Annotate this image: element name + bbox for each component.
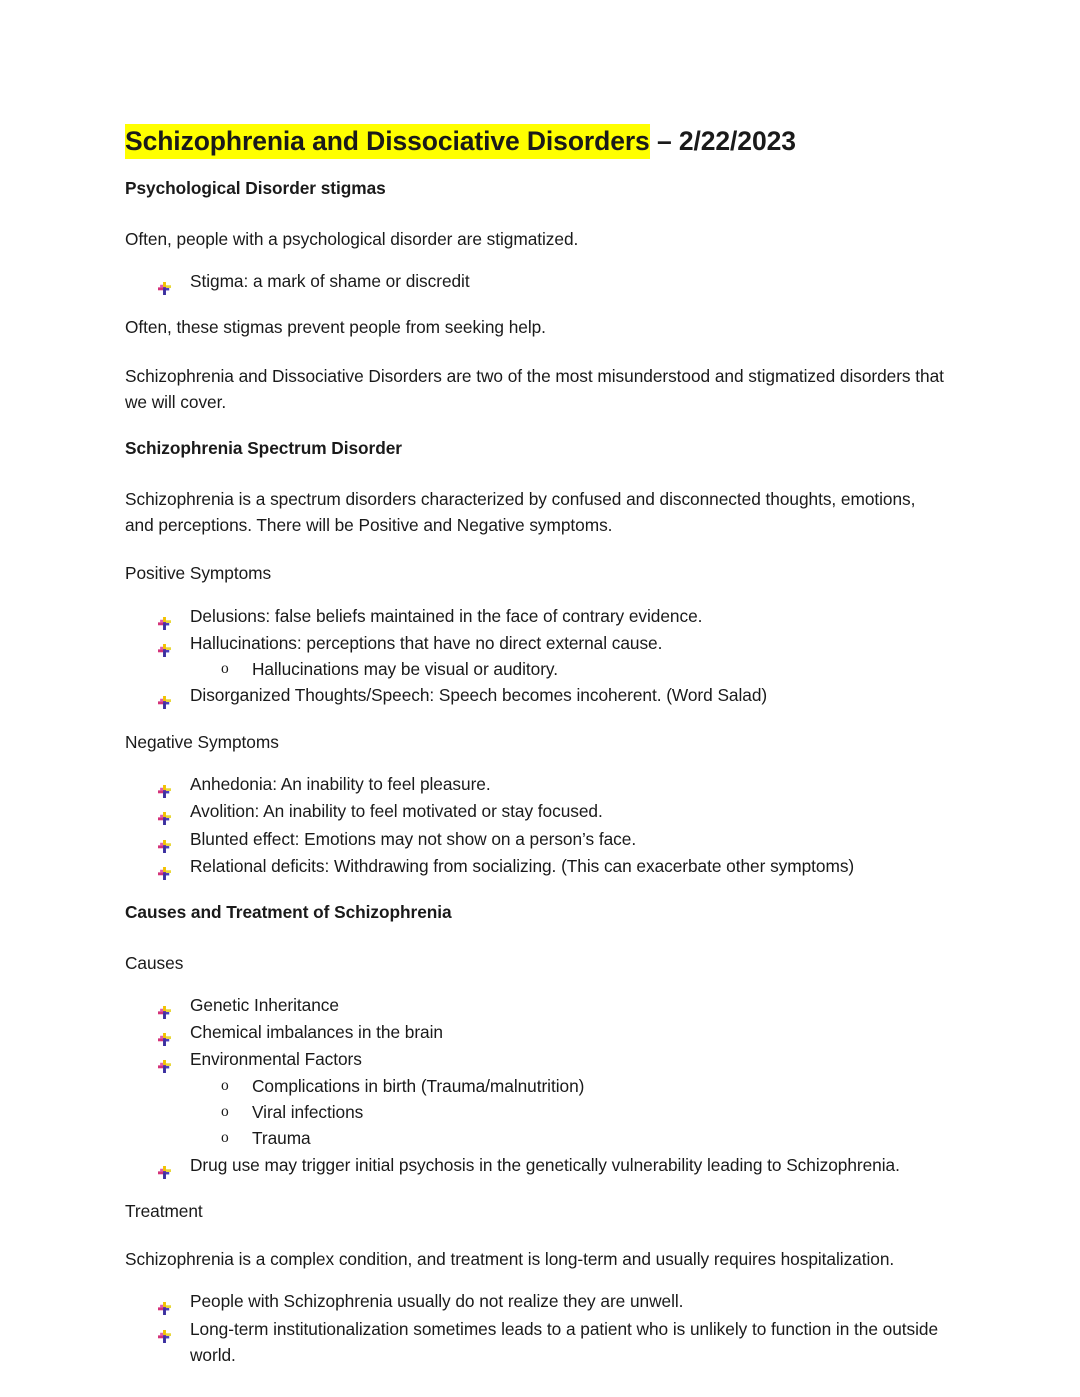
circle-o-bullet-icon: o: [221, 1102, 229, 1120]
list-item-text: Delusions: false beliefs maintained in the face of contrary evidence.: [190, 605, 703, 626]
paragraph-misunderstood-disorders: Schizophrenia and Dissociative Disorders are two of the most misunderstood and stigmatized disorders that we will cover.: [125, 365, 944, 412]
label-negative-symptoms: Negative Symptoms: [125, 731, 279, 752]
sublist-item-text: Hallucinations may be visual or auditory.: [252, 659, 558, 680]
paragraph-spectrum-definition: Schizophrenia is a spectrum disorders characterized by confused and disconnected thoughts, emotions, and perceptions. There will be Positive and Negative symptoms.: [125, 488, 916, 535]
list-item: [125, 992, 945, 1018]
arrow-cross-bullet-icon: [158, 1324, 171, 1337]
arrow-cross-bullet-icon: [158, 806, 171, 819]
list-item-text: Anhedonia: An inability to feel pleasure.: [190, 773, 491, 794]
page-title-highlighted-text: Schizophrenia and Dissociative Disorders: [125, 124, 650, 159]
heading-causes-and-treatment: Causes and Treatment of Schizophrenia: [125, 902, 452, 923]
sublist-item-text: Complications in birth (Trauma/malnutrition): [252, 1075, 585, 1096]
list-item-text: Blunted effect: Emotions may not show on a person’s face.: [190, 828, 637, 849]
paragraph-prevent-seeking-help: Often, these stigmas prevent people from seeking help.: [125, 317, 546, 338]
sublist-item: [125, 1073, 945, 1099]
arrow-cross-bullet-icon: [158, 1054, 171, 1067]
list-item: [125, 1019, 945, 1045]
sublist-item: [125, 1099, 945, 1125]
label-positive-symptoms: Positive Symptoms: [125, 563, 272, 584]
list-item: [125, 798, 945, 824]
list-item-text: Long-term institutionalization sometimes leads to a patient who is unlikely to function in the outside world.: [190, 1318, 939, 1365]
heading-psychological-disorder-stigmas: Psychological Disorder stigmas: [125, 178, 386, 199]
circle-o-bullet-icon: o: [221, 660, 229, 678]
list-item-text: Genetic Inheritance: [190, 994, 339, 1015]
arrow-cross-bullet-icon: [158, 611, 171, 624]
circle-o-bullet-icon: o: [221, 1129, 229, 1147]
list-item: [125, 771, 945, 797]
list-negative-symptoms: [125, 771, 945, 879]
label-treatment: Treatment: [125, 1200, 203, 1221]
list-item: [125, 826, 945, 852]
list-item: [125, 603, 945, 629]
page-title-date: – 2/22/2023: [649, 126, 796, 156]
arrow-cross-bullet-icon: [158, 690, 171, 703]
arrow-cross-bullet-icon: [158, 861, 171, 874]
list-item-text: Disorganized Thoughts/Speech: Speech becomes incoherent. (Word Salad): [190, 685, 768, 706]
list-causes-cont: [125, 1152, 945, 1178]
sublist-hallucinations: [125, 656, 945, 682]
list-item: [125, 630, 945, 656]
list-item-text: People with Schizophrenia usually do not realize they are unwell.: [190, 1291, 684, 1312]
page-title: [125, 125, 945, 157]
heading-schizophrenia-spectrum-disorder: Schizophrenia Spectrum Disorder: [125, 438, 402, 459]
list-positive-symptoms: [125, 603, 945, 657]
list-item: [125, 268, 945, 294]
list-item: [125, 1046, 945, 1072]
list-item: [125, 853, 945, 879]
list-item: [125, 1152, 945, 1178]
list-item: [125, 1316, 945, 1369]
label-causes: Causes: [125, 952, 184, 973]
arrow-cross-bullet-icon: [158, 1000, 171, 1013]
circle-o-bullet-icon: o: [221, 1076, 229, 1094]
list-causes: [125, 992, 945, 1073]
list-item: [125, 1288, 945, 1314]
list-treatment: [125, 1288, 945, 1368]
arrow-cross-bullet-icon: [158, 1160, 171, 1173]
sublist-item-text: Trauma: [252, 1128, 311, 1149]
arrow-cross-bullet-icon: [158, 1027, 171, 1040]
list-item-text: Chemical imbalances in the brain: [190, 1022, 443, 1043]
list-item-text: Avolition: An inability to feel motivated or stay focused.: [190, 801, 603, 822]
paragraph-stigmatized: Often, people with a psychological disorder are stigmatized.: [125, 228, 579, 249]
arrow-cross-bullet-icon: [158, 779, 171, 792]
paragraph-treatment-overview: Schizophrenia is a complex condition, and treatment is long-term and usually requires hospitalization.: [125, 1249, 895, 1270]
list-item-text: Stigma: a mark of shame or discredit: [190, 271, 470, 292]
list-positive-symptoms-cont: [125, 682, 945, 708]
arrow-cross-bullet-icon: [158, 1296, 171, 1309]
list-item: [125, 682, 945, 708]
arrow-cross-bullet-icon: [158, 276, 171, 289]
sublist-item-text: Viral infections: [252, 1101, 364, 1122]
list-item-text: Environmental Factors: [190, 1049, 362, 1070]
list-item-text: Relational deficits: Withdrawing from socializing. (This can exacerbate other symptoms): [190, 855, 855, 876]
sublist-item: [125, 1125, 945, 1151]
sublist-environmental-factors: [125, 1073, 945, 1152]
list-item-text: Drug use may trigger initial psychosis in the genetically vulnerability leading to Schizophrenia.: [190, 1154, 900, 1175]
list-stigma-definition: [125, 268, 945, 294]
arrow-cross-bullet-icon: [158, 638, 171, 651]
arrow-cross-bullet-icon: [158, 834, 171, 847]
sublist-item: [125, 656, 945, 682]
list-item-text: Hallucinations: perceptions that have no direct external cause.: [190, 632, 663, 653]
